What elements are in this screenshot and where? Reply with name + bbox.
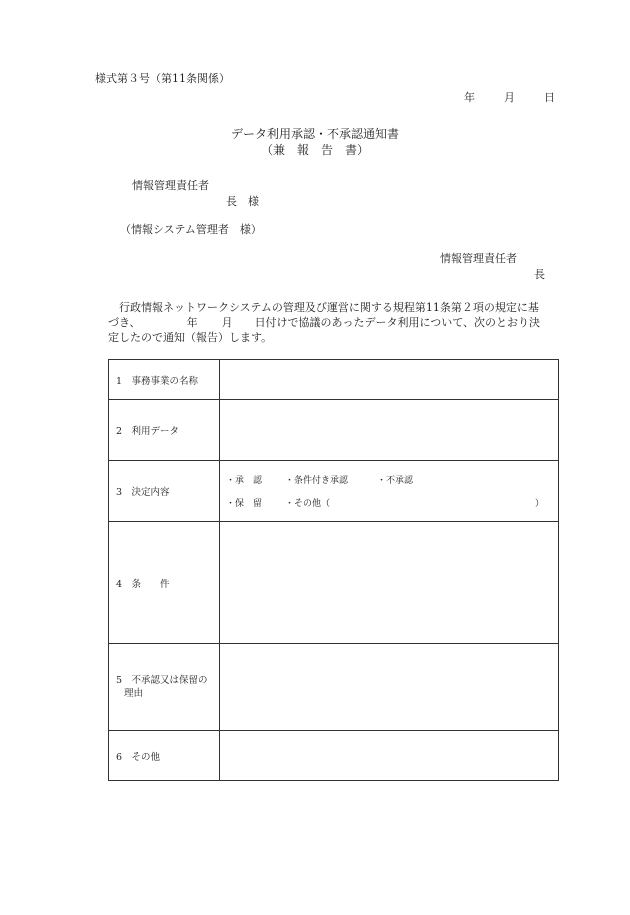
reason-field[interactable] <box>220 644 559 731</box>
table-row <box>109 400 559 461</box>
other-field[interactable] <box>220 731 559 781</box>
project-name-field[interactable] <box>220 360 559 400</box>
row-label-project-name: 1 事務事業の名称 <box>109 360 220 400</box>
sender-line1: 情報管理責任者 <box>440 252 517 265</box>
date-line <box>464 89 555 105</box>
decision-options-row-2 <box>226 496 558 509</box>
row-label-conditions: 4 条 件 <box>109 522 220 644</box>
body-line-2 <box>108 315 560 330</box>
reason-label-line1: 5 不承認又は保留の <box>116 675 208 686</box>
date-day: 日 <box>544 91 555 104</box>
body-line2-start: づき、 <box>108 316 141 329</box>
table-row <box>109 644 559 731</box>
body-line-3: 定したので通知（報告）します。 <box>108 331 273 344</box>
decision-options-row-1 <box>226 473 558 486</box>
date-year: 年 <box>464 91 475 104</box>
table-row <box>109 461 559 522</box>
option-disapprove[interactable]: ・不承認 <box>377 476 414 486</box>
conditions-field[interactable] <box>220 522 559 644</box>
body-line2-year: 年 <box>186 316 198 329</box>
document-title: データ利用承認・不承認通知書 <box>230 127 399 141</box>
date-month: 月 <box>504 91 515 104</box>
body-line2-month: 月 <box>221 316 233 329</box>
option-other-close: ） <box>535 499 545 509</box>
table-row <box>109 731 559 781</box>
details-table <box>108 359 559 781</box>
data-used-field[interactable] <box>220 400 559 461</box>
body-line-1: 行政情報ネットワークシステムの管理及び運営に関する規程第11条第２項の規定に基 <box>119 301 539 314</box>
row-label-decision: 3 決定内容 <box>109 461 220 522</box>
table-row <box>109 522 559 644</box>
reason-label-line2: 理由 <box>124 688 144 699</box>
form-number: 様式第３号（第11条関係） <box>95 72 230 85</box>
decision-options <box>220 461 559 522</box>
option-conditional-approve[interactable]: ・条件付き承認 <box>285 476 349 486</box>
row-label-other: 6 その他 <box>109 731 220 781</box>
notice-body <box>108 300 560 345</box>
row-label-data-used: 2 利用データ <box>109 400 220 461</box>
body-line2-end: 日付けで協議のあったデータ利用について、次のとおり決 <box>254 316 541 329</box>
option-other[interactable]: ・その他（ <box>285 499 331 509</box>
table-row <box>109 360 559 400</box>
addressee-line1: 情報管理責任者 <box>132 179 209 192</box>
addressee-line3: （情報システム管理者 様） <box>120 223 262 236</box>
sender-line2: 長 <box>534 268 545 281</box>
document-subtitle: （兼 報 告 書） <box>260 143 369 157</box>
option-hold[interactable]: ・保 留 <box>226 499 263 509</box>
addressee-line2: 長 様 <box>226 195 259 208</box>
row-label-reason <box>109 644 220 731</box>
option-approve[interactable]: ・承 認 <box>226 476 263 486</box>
